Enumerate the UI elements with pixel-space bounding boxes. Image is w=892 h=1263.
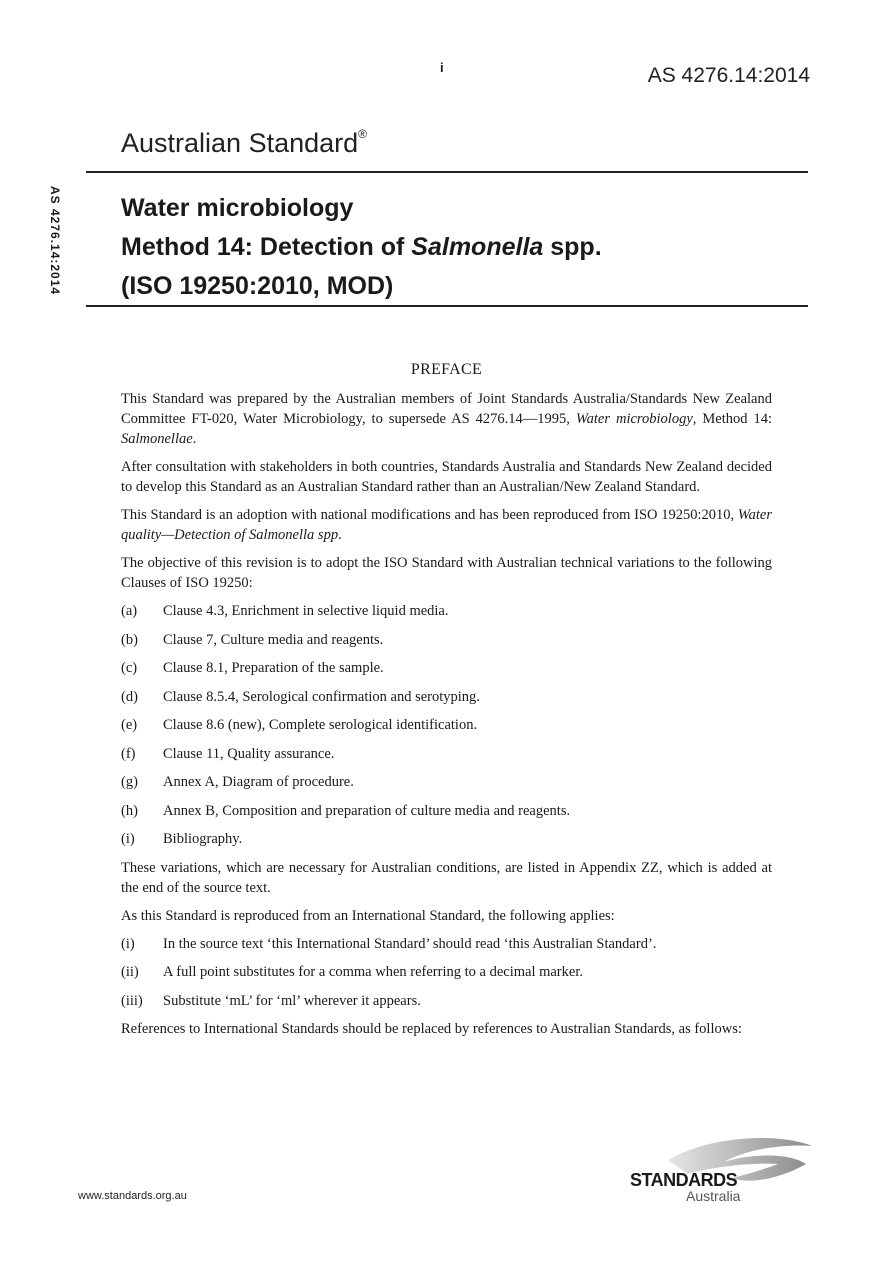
brand-title <box>121 128 367 159</box>
preface-paragraph-6: As this Standard is reproduced from an International Standard, the following applies: <box>121 907 615 924</box>
title-line-2-suffix: spp. <box>543 233 602 261</box>
list-item: (b) Clause 7, Culture media and reagents. <box>121 631 384 648</box>
clause-list <box>121 601 772 849</box>
side-standard-label: AS 4276.14:2014 <box>48 186 62 296</box>
preface-paragraph-1: This Standard was prepared by the Australian members of Joint Standards Australia/Standards New Zealand Committee FT-020, Water Microbiology, to supersede AS 4276.14—1995, Water microbiology, Method 14: Salmonellae. <box>121 391 772 447</box>
list-item: (g) Annex A, Diagram of procedure. <box>121 774 354 790</box>
document-title <box>121 189 602 306</box>
title-line-2-italic: Salmonella <box>411 233 544 261</box>
page-number: i <box>440 60 444 75</box>
list-item: (c) Clause 8.1, Preparation of the sample. <box>121 660 384 676</box>
brand-text: Australian Standard <box>121 128 359 158</box>
preface-paragraph-2: After consultation with stakeholders in both countries, Standards Australia and Standards New Zealand decided to develop this Standard as an Australian Standard rather than an Australian/New Zealand Standard. <box>121 459 772 495</box>
preface-paragraph-3: This Standard is an adoption with national modifications and has been reproduced from ISO 19250:2010, Water quality—Detection of Salmonella spp. <box>121 507 772 543</box>
title-line-3: (ISO 19250:2010, MOD) <box>121 272 394 300</box>
preface-paragraph-5: These variations, which are necessary for Australian conditions, are listed in Appendix ZZ, which is added at the end of the source text. <box>121 859 772 896</box>
preface-section <box>121 360 772 1047</box>
list-item: (d) Clause 8.5.4, Serological confirmation and serotyping. <box>121 688 480 705</box>
title-line-2 <box>121 228 602 267</box>
logo-subtitle: Australia <box>686 1188 741 1204</box>
list-item: (h) Annex B, Composition and preparation of culture media and reagents. <box>121 802 571 819</box>
footer-url[interactable]: www.standards.org.au <box>78 1190 187 1202</box>
list-item: (ii) A full point substitutes for a comma when referring to a decimal marker. <box>121 964 583 980</box>
registered-mark: ® <box>358 127 367 141</box>
preface-heading: PREFACE <box>410 361 483 378</box>
list-item: (i) In the source text ‘this International Standard’ should read ‘this Australian Standard’. <box>121 935 657 952</box>
list-item: (f) Clause 11, Quality assurance. <box>121 745 335 762</box>
title-line-2-prefix: Method 14: Detection of <box>121 233 412 261</box>
top-divider <box>86 171 808 173</box>
list-item: (iii) Substitute ‘mL’ for ‘ml’ wherever it appears. <box>121 992 421 1009</box>
logo-wordmark: STANDARDS <box>630 1170 738 1190</box>
preface-paragraph-4: The objective of this revision is to adopt the ISO Standard with Australian technical variations to the following Clauses of ISO 19250: <box>121 555 772 591</box>
list-item: (i) Bibliography. <box>121 831 243 847</box>
list-item: (a) Clause 4.3, Enrichment in selective liquid media. <box>121 603 449 619</box>
bottom-divider <box>86 305 808 307</box>
preface-paragraph-7: References to International Standards should be replaced by references to Australian Standards, as follows: <box>121 1021 742 1037</box>
list-item: (e) Clause 8.6 (new), Complete serological identification. <box>121 717 478 733</box>
applies-list <box>121 934 772 1011</box>
standard-number: AS 4276.14:2014 <box>647 64 810 87</box>
title-line-1: Water microbiology <box>121 194 354 222</box>
